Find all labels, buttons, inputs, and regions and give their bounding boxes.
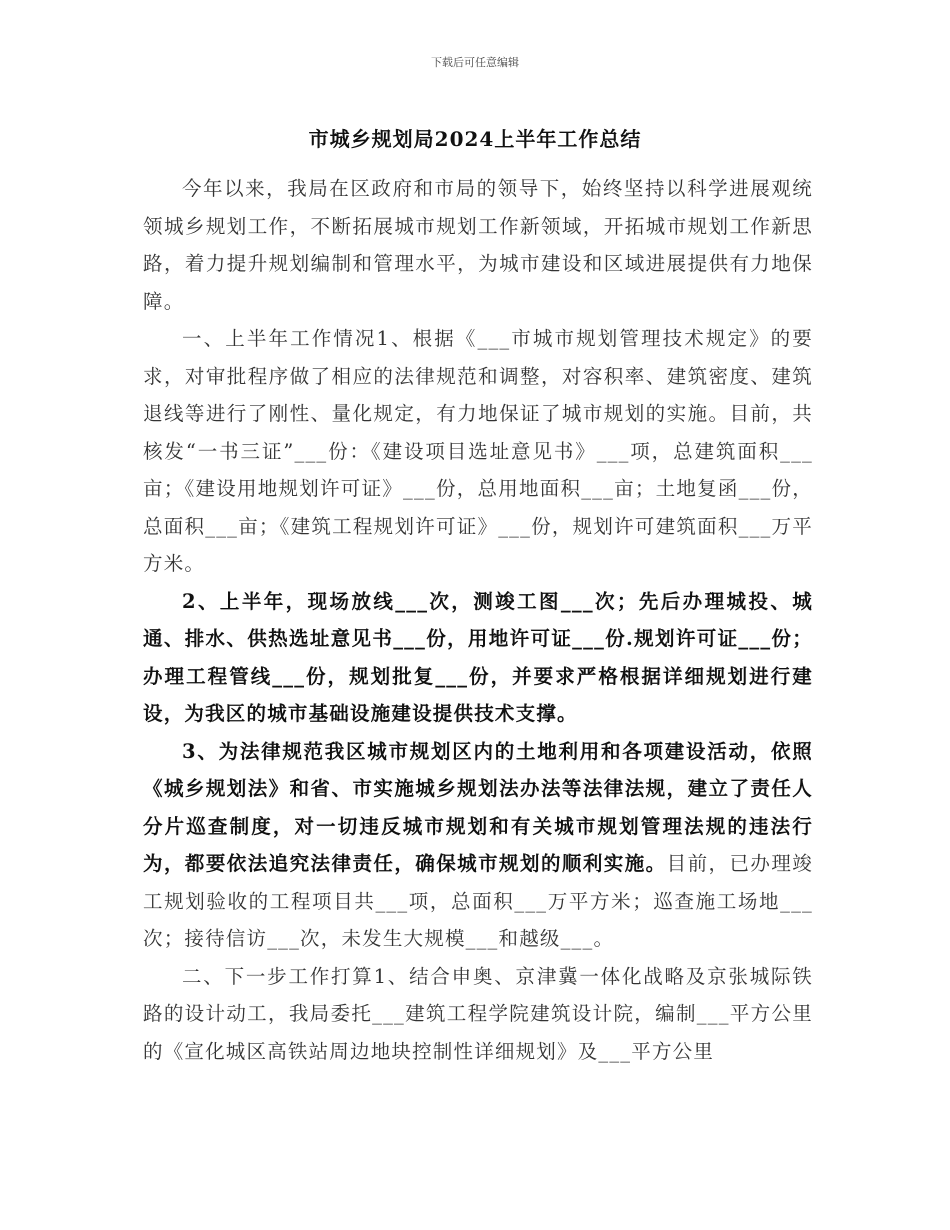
paragraph-work-status: 一、上半年工作情况1、根据《___市城市规划管理技术规定》的要求，对审批程序做了相应的法律规范和调整，对容积率、建筑密度、建筑退线等进行了刚性、量化规定，有力地保证了城市规划的实施。目前，共核发“一书三证”___份：《建设项目选址意见书》___项，总建筑面积___亩；《建设用地规划许可证》___份，总用地面积___亩；土地复函___份，总面积___亩；《建筑工程规划许可证》___份，规划许可建筑面积___万平方米。 xyxy=(143,327,813,575)
paragraph-enforcement-bold: 3、为法律规范我区城市规划区内的土地利用和各项建设活动，依照《城乡规划法》和省、市实施城乡规划法办法等法律法规，建立了责任人分片巡查制度，对一切违反城市规划和有关城市规划管理法规的违法行为，都要依法追究法律责任，确保城市规划的顺利实施。 xyxy=(143,739,813,875)
paragraph-intro: 今年以来，我局在区政府和市局的领导下，始终坚持以科学进展观统领城乡规划工作，不断拓展城市规划工作新领域，开拓城市规划工作新思路，着力提升规划编制和管理水平，为城市建设和区域进展提供有力地保障。 xyxy=(143,177,813,313)
document-title: 市城乡规划局2024上半年工作总结 xyxy=(308,127,642,151)
paragraph-field-work: 2、上半年，现场放线___次，测竣工图___次；先后办理城投、城通、排水、供热选址意见书___份，用地许可证___份.规划许可证___份；办理工程管线___份，规划批复___份，并要求严格根据详细规划进行建设，为我区的城市基础设施建设提供技术支撑。 xyxy=(143,589,813,725)
document-body xyxy=(143,170,813,1070)
paragraph-enforcement-stats: 目前，已办理竣工规划验收的工程项目共___项，总面积___万平方米；巡查施工场地___次；接待信访___次，未发生大规模___和越级___。 xyxy=(143,852,813,950)
page-header-note: 下载后可任意编辑 xyxy=(431,56,519,69)
paragraph-enforcement xyxy=(143,733,813,958)
paragraph-next-steps: 二、下一步工作打算1、结合申奥、京津冀一体化战略及京张城际铁路的设计动工，我局委托___建筑工程学院建筑设计院，编制___平方公里的《宣化城区高铁站周边地块控制性详细规划》及___平方公里 xyxy=(143,964,813,1063)
